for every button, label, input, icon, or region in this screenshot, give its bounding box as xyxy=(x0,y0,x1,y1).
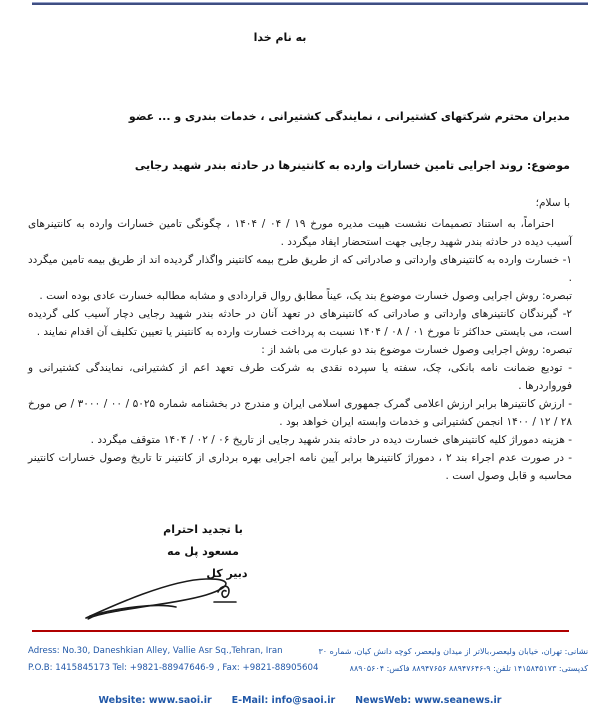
footer-fa-contact-line: کدپستی: ۱۴۱۵۸۴۵۱۷۳ تلفن: ۹-۸۸۹۴۷۶۴۶ ۸۸۹۴۷۶۵۶ فاکس: ۸۸۹۰۵۶۰۴ xyxy=(349,664,589,673)
paragraph-intro: احتراماً، به استناد تصمیمات نشست هییت مدیره مورخ ۱۹ / ۰۴ / ۱۴۰۴ ، چگونگی تامین خسارات وارده به کانتینرهای آسیب دیده در حادثه بندر شهید رجایی جهت استحضار ایفاد میگردد . xyxy=(28,218,572,248)
newsweb-link[interactable]: NewsWeb: www.seanews.ir xyxy=(355,695,502,706)
footer-address-english xyxy=(28,643,318,677)
email-link[interactable]: E-Mail: info@saoi.ir xyxy=(231,695,336,706)
paragraph-bullet-noncompliance: - در صورت عدم اجراء بند ۲ ، دموراژ کانتینرها برابر آیین نامه اجرایی بهره برداری از کانتینر تا تاریخ وصول خسارات کانتینر محاسبه و قابل وصول است . xyxy=(28,452,572,482)
footer-red-rule xyxy=(32,630,569,632)
paragraph-bullet-demurrage-stop: - هزینه دموراژ کلیه کانتینرهای خسارت دیده در حادثه بندر شهید رجایی از تاریخ ۰۶ / ۰۲ / ۱۴۰۴ متوقف میگردد . xyxy=(90,434,572,446)
footer-en-address-line: Adress: No.30, Daneshkian Alley, Vallie Asr Sq.,Tehran, Iran xyxy=(28,646,283,656)
footer-en-contact-line: P.O.B: 1415845173 Tel: +9821-88947646-9 , Fax: +9821-88905604 xyxy=(28,663,319,673)
addressee-line: مدیران محترم شرکتهای کشتیرانی ، نمایندگی کشتیرانی ، خدمات بندری و ... عضو xyxy=(128,110,570,123)
paragraph-clause-2: ۲- گیرندگان کانتینرهای وارداتی و صادراتی که کانتینرهای در تعهد آنان در حادثه بندر شهید رجایی دچار آسیب کلی گردیده است، می بایستی حداکثر تا مورخ ۰۱ / ۰۸ / ۱۴۰۴ نسبت به پرداخت خسارت وارده به کانتینر یا تعیین تکلیف آن اقدام نمایند . xyxy=(28,308,572,338)
paragraph-note-2: تبصره: روش اجرایی وصول خسارت موضوع بند دو عبارت می باشد از : xyxy=(261,344,572,356)
salutation-line: با سلام؛ xyxy=(535,197,570,209)
paragraph-bullet-value: - ارزش کانتینرها برابر ارزش اعلامی گمرک جمهوری اسلامی ایران و مندرج در بخشنامه شماره ۵۰۲۵ / ۰۰ / ۳۰۰۰ / ص مورخ ۲۸ / ۱۲ / ۱۴۰۰ انجمن کشتیرانی و خدمات وابسته ایران خواهد بود . xyxy=(28,398,572,428)
signature-scribble-icon xyxy=(80,566,245,626)
footer-links-row xyxy=(0,695,600,706)
letter-body xyxy=(28,215,572,485)
closing-respect-line: با تجدید احترام xyxy=(163,523,243,536)
paragraph-note-1: تبصره: روش اجرایی وصول خسارت موضوع بند یک، عیناً مطابق روال قراردادی و مشابه مطالبه خسارت عادی بوده است . xyxy=(39,290,572,302)
footer-fa-address-line: نشانی: تهران، خیابان ولیعصر،بالاتر از میدان ولیعصر، کوچه دانش کیان، شماره ۳۰ xyxy=(318,647,589,656)
bismillah-text: به نام خدا xyxy=(253,31,307,44)
website-link[interactable]: Website: www.saoi.ir xyxy=(98,695,212,706)
paragraph-clause-1: ۱- خسارت وارده به کانتینرهای وارداتی و صادراتی که از طریق طرح بیمه کانتینر واگذار گردیده اند از طریق بیمه تامین میگردد . xyxy=(28,254,572,284)
signer-name: مسعود پل مه xyxy=(167,545,239,558)
footer-address-persian xyxy=(318,643,588,677)
subject-line: موضوع: روند اجرایی تامین خسارات وارده به کانتینرها در حادثه بندر شهید رجایی xyxy=(134,159,570,172)
signer-title: دبیر کل xyxy=(206,567,248,580)
paragraph-bullet-deposit: - تودیع ضمانت نامه بانکی، چک، سفته یا سپرده نقدی به شرکت طرف تعهد اعم از کشتیرانی، نمایندگی کشتیرانی و فورواردرها . xyxy=(28,362,572,392)
footer-address-row xyxy=(28,643,589,677)
letterhead-top-rule xyxy=(32,2,588,5)
